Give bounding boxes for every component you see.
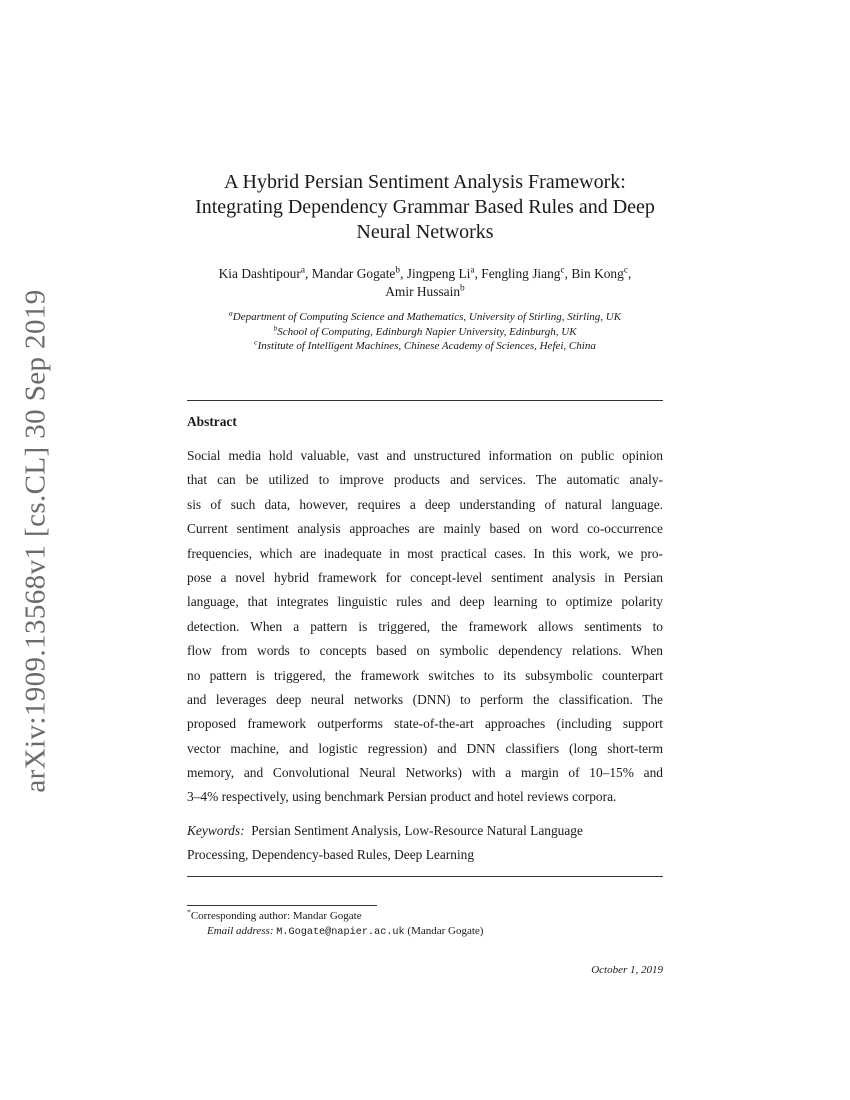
abstract-line: detection. When a pattern is triggered, the framework allows sentiments to (187, 618, 663, 634)
abstract-line: language, that integrates linguistic rules and deep learning to optimize polarity (187, 594, 663, 610)
abstract-line: sis of such data, however, requires a deep understanding of natural language. (187, 496, 663, 512)
abstract-line: flow from words to concepts based on symbolic dependency relations. When (187, 643, 663, 659)
title-line: Integrating Dependency Grammar Based Rules and Deep (195, 196, 655, 218)
abstract-line: and leverages deep neural networks (DNN) to perform the classification. The (187, 691, 663, 707)
author-line (150, 265, 700, 283)
abstract-body (187, 447, 663, 813)
preprint-date: October 1, 2019 (591, 964, 663, 976)
author-affil-mark: b (395, 265, 401, 276)
abstract-top-rule (187, 400, 663, 401)
author-affil-mark: c (560, 265, 565, 276)
abstract-line: that can be utilized to improve products and services. The automatic analy- (187, 472, 663, 488)
affiliation-list (150, 310, 700, 354)
author-name: Fengling Jiang (481, 266, 561, 281)
author-affil-mark: a (470, 265, 475, 276)
author-separator: , (628, 266, 632, 281)
abstract-bottom-rule (187, 876, 663, 877)
abstract-line: Social media hold valuable, vast and unstructured information on public opinion (187, 448, 663, 463)
author-name: Amir Hussain (385, 284, 461, 299)
author-affil-mark: c (623, 265, 628, 276)
abstract-line: 3–4% respectively, using benchmark Persian product and hotel reviews corpora. (187, 789, 617, 805)
affiliation-text: School of Computing, Edinburgh Napier University, Edinburgh, UK (277, 325, 577, 338)
affiliation-mark: c (254, 337, 258, 347)
affiliation (150, 322, 700, 340)
author-name: Kia Dashtipour (218, 266, 301, 281)
author-separator: , (305, 266, 312, 281)
author-affil-mark: b (460, 283, 465, 294)
author-name: Bin Kong (571, 266, 624, 281)
abstract-line: memory, and Convolutional Neural Networks) with a margin of 10–15% and (187, 765, 663, 781)
author-list (150, 265, 700, 301)
abstract-line: vector machine, and logistic regression) and DNN classifiers (long short-term (187, 740, 663, 756)
affiliation (150, 339, 700, 354)
affiliation-mark: a (228, 308, 233, 318)
footnote (187, 909, 483, 940)
affiliation-mark: b (273, 322, 278, 332)
abstract-line: Current sentiment analysis approaches are mainly based on word co-occurrence (187, 521, 663, 537)
abstract-line: proposed framework outperforms state-of-the-art approaches (including support (187, 716, 663, 732)
author-separator: , (474, 266, 482, 281)
email-address[interactable]: M.Gogate@napier.ac.uk (276, 927, 405, 938)
keywords-text: Processing, Dependency-based Rules, Deep Learning (187, 847, 475, 863)
email-owner: (Mandar Gogate) (407, 925, 484, 937)
title-line: A Hybrid Persian Sentiment Analysis Framework: (224, 171, 626, 193)
footnote-rule (187, 905, 377, 906)
keywords-label: Keywords: (187, 823, 245, 838)
author-separator: , (564, 266, 572, 281)
affiliation (150, 310, 700, 325)
abstract-line: pose a novel hybrid framework for concept-level sentiment analysis in Persian (187, 569, 663, 585)
arxiv-identifier-text: arXiv:1909.13568v1 [cs.CL] 30 Sep 2019 (19, 289, 52, 793)
abstract-line: no pattern is triggered, the framework switches to its subsymbolic counterpart (187, 667, 663, 683)
paper-title (150, 170, 700, 245)
author-name: Mandar Gogate (311, 266, 396, 281)
author-name: Jingpeng Li (406, 266, 471, 281)
keywords (187, 822, 663, 871)
author-separator: , (400, 266, 407, 281)
abstract-heading: Abstract (187, 414, 237, 429)
keywords-line (187, 846, 663, 870)
footnote-corresponding (187, 909, 483, 924)
affiliation-text: Department of Computing Science and Mathematics, University of Stirling, Stirling, UK (232, 311, 622, 323)
keywords-text: Persian Sentiment Analysis, Low-Resource Natural Language (251, 823, 583, 838)
affiliation-text: Institute of Intelligent Machines, Chinese Academy of Sciences, Hefei, China (257, 340, 596, 352)
keywords-line (187, 822, 663, 846)
title-line: Neural Networks (356, 221, 494, 243)
corresponding-author-text: Corresponding author: Mandar Gogate (190, 910, 362, 922)
footnote-marker: * (187, 907, 191, 917)
author-affil-mark: a (300, 265, 306, 276)
author-line (150, 283, 700, 301)
email-label: Email address: (207, 925, 274, 937)
abstract-line: frequencies, which are inadequate in most practical cases. In this work, we pro- (187, 545, 663, 561)
footnote-email (187, 924, 483, 940)
